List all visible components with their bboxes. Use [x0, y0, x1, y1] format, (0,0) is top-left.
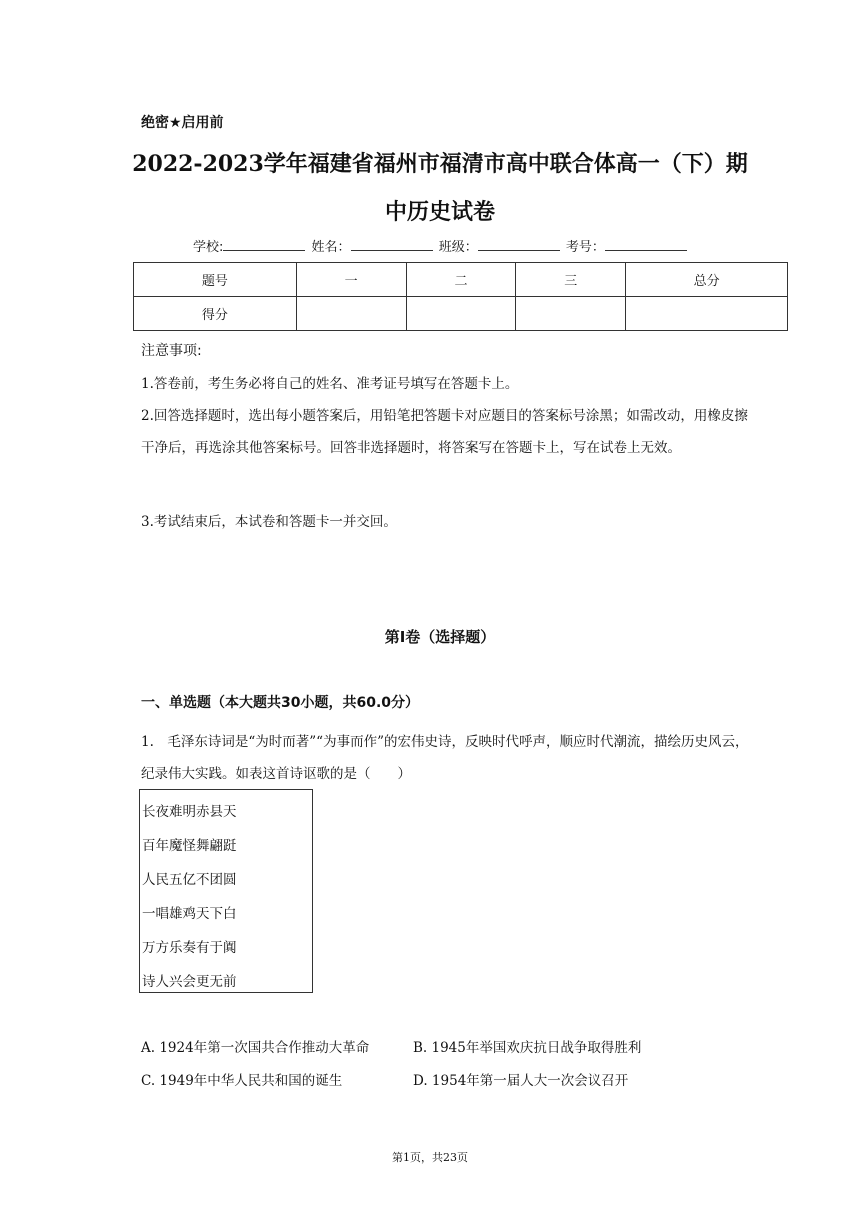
- score-table-header-cell: 题号: [134, 263, 297, 297]
- option-b[interactable]: B. 1945年举国欢庆抗日战争取得胜利: [413, 1040, 642, 1056]
- school-blank[interactable]: [223, 238, 305, 251]
- question-1-stem: 1. 毛泽东诗词是“为时而著”“为事而作”的宏伟史诗，反映时代呼声，顺应时代潮流，描绘历史风云，纪录伟大实践。如表这首诗讴歌的是（ ）: [141, 734, 749, 782]
- score-table-header-cell: 二: [406, 263, 516, 297]
- poem-line: 长夜难明赤县天: [142, 804, 237, 820]
- score-row-label: 得分: [134, 297, 297, 331]
- name-label: 姓名：: [311, 240, 351, 255]
- score-cell: [296, 297, 406, 331]
- notice-item: 3.考试结束后，本试卷和答题卡一并交回。: [141, 514, 397, 530]
- notice-heading: 注意事项:: [141, 343, 202, 359]
- notice-item: 1.答卷前，考生务必将自己的姓名、准考证号填写在答题卡上。: [141, 376, 519, 392]
- score-table-header-cell: 一: [296, 263, 406, 297]
- score-table-header-cell: 总分: [626, 263, 788, 297]
- name-blank[interactable]: [351, 238, 433, 251]
- class-label: 班级：: [438, 240, 478, 255]
- poem-line: 百年魔怪舞翩跹: [142, 838, 237, 854]
- volume-title: 第I卷（选择题）: [384, 628, 496, 646]
- student-info-fields: [193, 236, 689, 255]
- score-table-header-cell: 三: [516, 263, 626, 297]
- exam-number-blank[interactable]: [605, 238, 687, 251]
- option-a[interactable]: A. 1924年第一次国共合作推动大革命: [141, 1040, 370, 1056]
- class-blank[interactable]: [478, 238, 560, 251]
- score-cell: [626, 297, 788, 331]
- option-d[interactable]: D. 1954年第一届人大一次会议召开: [413, 1073, 629, 1089]
- score-cell: [516, 297, 626, 331]
- score-table-score-row: [134, 297, 788, 331]
- exam-number-label: 考号：: [565, 240, 605, 255]
- score-table: [133, 262, 788, 331]
- option-c[interactable]: C. 1949年中华人民共和国的诞生: [141, 1073, 343, 1089]
- score-table-header-row: [134, 263, 788, 297]
- section-title: 一、单选题（本大题共30小题，共60.0分）: [141, 695, 420, 711]
- school-label: 学校:: [193, 240, 224, 255]
- poem-line: 人民五亿不团圆: [142, 872, 237, 888]
- exam-title-line1: 2022-2023学年福建省福州市福清市高中联合体高一（下）期: [132, 151, 748, 177]
- exam-title-line2: 中历史试卷: [384, 199, 495, 225]
- poem-line: 万方乐奏有于阗: [142, 940, 237, 956]
- poem-box: [139, 789, 313, 993]
- confidential-label: 绝密★启用前: [141, 115, 224, 131]
- poem-line: 一唱雄鸡天下白: [142, 906, 237, 922]
- score-cell: [406, 297, 516, 331]
- poem-line: 诗人兴会更无前: [142, 974, 237, 990]
- page-footer: 第1页，共23页: [392, 1151, 468, 1164]
- notice-item: 2.回答选择题时，选出每小题答案后，用铅笔把答题卡对应题目的答案标号涂黑；如需改动，用橡皮擦干净后，再选涂其他答案标号。回答非选择题时，将答案写在答题卡上，写在试卷上无效。: [141, 408, 748, 456]
